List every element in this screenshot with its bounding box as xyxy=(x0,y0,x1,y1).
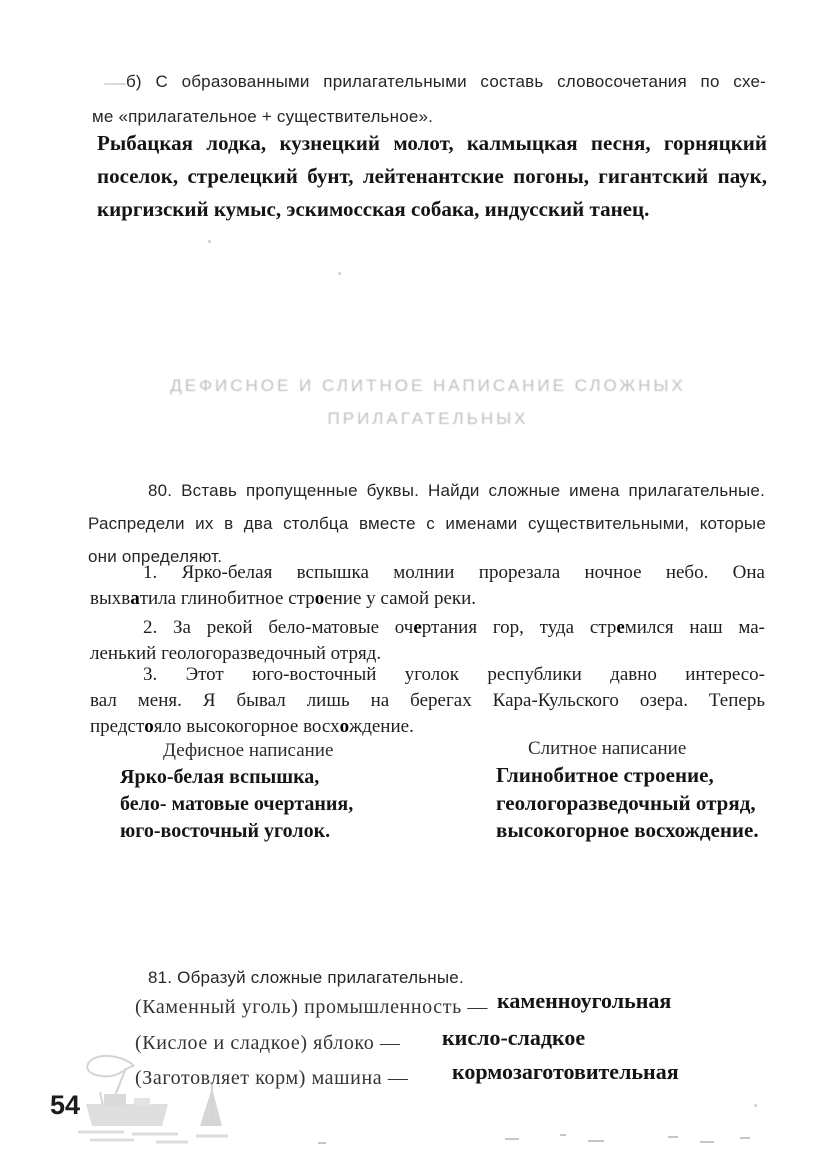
sentence-2-line-1: 2. За рекой бело-матовые очертания гор, туда стремился наш ма- xyxy=(143,617,765,638)
hyphenated-column-item: бело- матовые очертания, xyxy=(120,793,354,815)
scan-artifact-dash xyxy=(668,1136,678,1138)
hyphenated-column-item: Ярко-белая вспышка, xyxy=(120,766,320,788)
exercise-b-answer-line: киргизский кумыс, эскимосская собака, индусский танец. xyxy=(97,197,650,221)
exercise-81-prompt: (Каменный уголь) промышленность — xyxy=(135,996,489,1018)
exercise-b-instruction-line-2: ме «прилагательное + существительное». xyxy=(92,107,434,126)
scan-speck xyxy=(754,1104,757,1107)
solid-column-item: Глинобитное строение, xyxy=(496,763,714,787)
sentence-3-line-1: 3. Этот юго-восточный уголок республики давно интересо- xyxy=(143,664,765,685)
column-header-solid: Слитное написание xyxy=(528,738,687,759)
sentence-1-line-2: выхватила глинобитное строение у самой реки. xyxy=(90,588,477,609)
smudge-mark xyxy=(104,80,126,89)
exercise-b-instruction-line-1: б) С образованными прилагательными составь словосочетания по схе- xyxy=(126,72,766,91)
scan-artifact-dash xyxy=(700,1141,714,1143)
solid-column-item: высокогорное восхождение. xyxy=(496,818,759,842)
exercise-b-answer-line: поселок, стрелецкий бунт, лейтенантские погоны, гигантский паук, xyxy=(97,164,767,188)
page-number: 54 xyxy=(50,1090,81,1120)
sentence-2-line-2: ленький геологоразведочный отряд. xyxy=(90,643,382,664)
scan-artifact-dash xyxy=(740,1137,750,1139)
hyphenated-column-item: юго-восточный уголок. xyxy=(120,820,331,842)
scan-artifact-dash xyxy=(318,1142,326,1144)
exercise-81-instruction: 81. Образуй сложные прилагательные. xyxy=(148,968,464,987)
faded-section-heading-line-1: ДЕФИСНОЕ И СЛИТНОЕ НАПИСАНИЕ СЛОЖНЫХ xyxy=(170,376,686,395)
exercise-80-instruction-line-3: они определяют. xyxy=(88,547,223,566)
scan-artifact-dash xyxy=(505,1138,519,1140)
exercise-b-answer-line: Рыбацкая лодка, кузнецкий молот, калмыцкая песня, горняцкий xyxy=(97,131,767,155)
scan-artifact-dash xyxy=(560,1134,566,1136)
solid-column-item: геологоразведочный отряд, xyxy=(496,791,756,815)
exercise-81-answer: каменноугольная xyxy=(497,988,672,1013)
exercise-80-instruction-line-2: Распредели их в два столбца вместе с именами существительными, которые xyxy=(88,514,766,533)
sentence-3-line-2: вал меня. Я бывал лишь на берегах Кара-Кульского озера. Теперь xyxy=(90,690,765,711)
exercise-81-prompt: (Заготовляет корм) машина — xyxy=(135,1067,409,1089)
boat-illustration-svg xyxy=(60,1052,272,1150)
scan-artifact-dash xyxy=(588,1140,604,1142)
scan-speck xyxy=(208,240,211,243)
faded-section-heading-line-2: ПРИЛАГАТЕЛЬНЫХ xyxy=(327,409,529,428)
exercise-81-prompt: (Кислое и сладкое) яблоко — xyxy=(135,1032,401,1054)
boat-illustration xyxy=(60,1052,272,1155)
scan-speck xyxy=(338,272,341,275)
exercise-81-answer: кисло-сладкое xyxy=(442,1025,586,1050)
sentence-3-line-3: предстояло высокогорное восхождение. xyxy=(90,716,414,737)
sentence-1-line-1: 1. Ярко-белая вспышка молнии прорезала ночное небо. Она xyxy=(143,562,765,583)
exercise-81-answer: кормозаготовительная xyxy=(452,1059,679,1084)
column-header-hyphenated: Дефисное написание xyxy=(163,740,334,761)
exercise-80-instruction-line-1: 80. Вставь пропущенные буквы. Найди сложные имена прилагательные. xyxy=(148,481,765,500)
